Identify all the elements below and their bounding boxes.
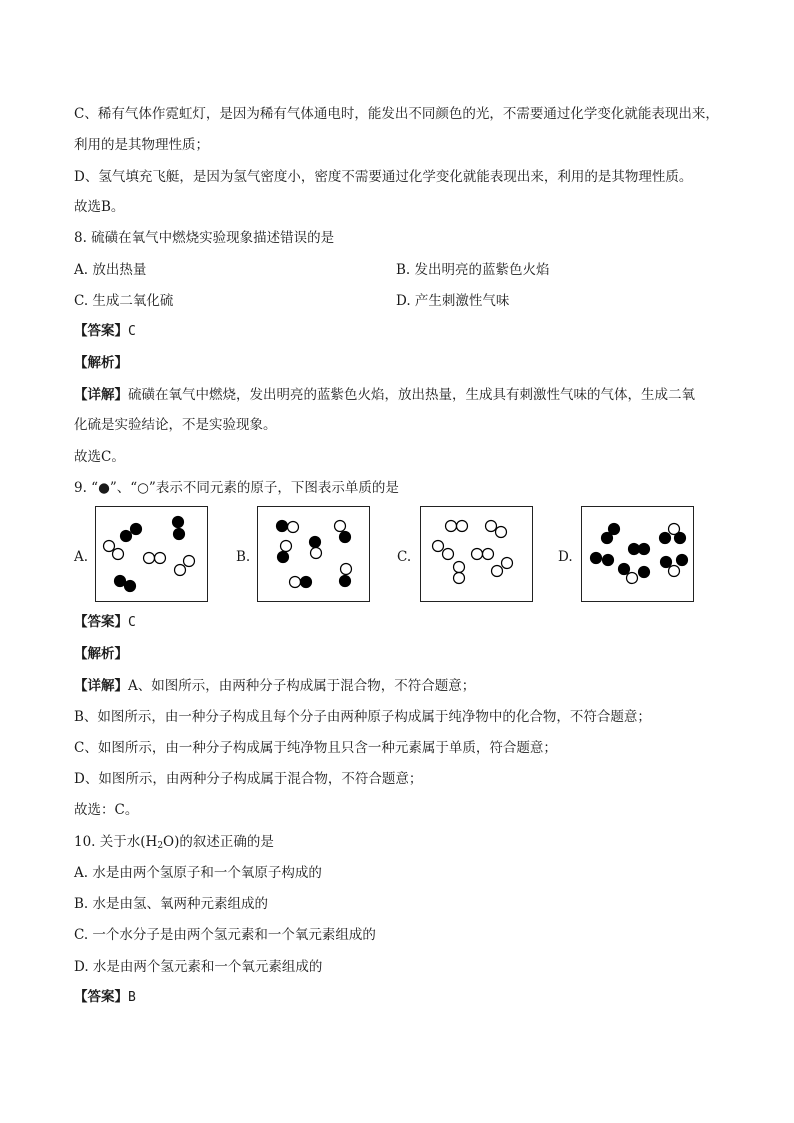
q9-label-a: A.: [74, 549, 89, 565]
q10-answer-label: 【答案】: [74, 989, 128, 1005]
q9-label-c: C.: [397, 549, 412, 565]
q9-stem: 9. “●”、“○”表示不同元素的原子，下图表示单质的是: [74, 480, 399, 496]
q9-answer-label: 【答案】: [74, 614, 128, 630]
q8-answer-value: C: [128, 324, 136, 339]
q9-detail-b: B、如图所示，由一种分子构成且每个分子由两种原子构成属于纯净物中的化合物，不符合题意；: [74, 709, 651, 725]
q9-diagram-c: [420, 506, 533, 602]
q10-option-d: D. 水是由两个氢元素和一个氧元素组成的: [74, 959, 323, 975]
q9-answer-value: C: [128, 615, 136, 630]
q8-conclusion: 故选C。: [74, 449, 125, 465]
prev-conclusion: 故选B。: [74, 199, 125, 215]
q8-option-c: C. 生成二氧化硫: [74, 293, 174, 309]
q10-option-c: C. 一个水分子是由两个氢元素和一个氧元素组成的: [74, 927, 376, 943]
q8-stem: 8. 硫磺在氧气中燃烧实验现象描述错误的是: [74, 230, 335, 246]
prev-option-d-line: D、氢气填充飞艇，是因为氢气密度小，密度不需要通过化学变化就能表现出来，利用的是其物理性质。: [74, 169, 693, 185]
q8-detail-line1: [74, 386, 695, 404]
q9-detail-d: D、如图所示，由两种分子构成属于混合物，不符合题意；: [74, 771, 423, 787]
q9-diagram-d: [581, 506, 694, 602]
q9-label-b: B.: [236, 549, 251, 565]
prev-option-c-line2: 利用的是其物理性质；: [74, 137, 209, 153]
q8-detail-line2: 化硫是实验结论，不是实验现象。: [74, 417, 277, 433]
q9-analysis-label: [74, 645, 128, 663]
q9-label-d: D.: [558, 549, 573, 565]
prev-option-c-line1: C、稀有气体作霓虹灯，是因为稀有气体通电时，能发出不同颜色的光，不需要通过化学变化就能表现出来，: [74, 106, 719, 122]
q8-answer-label: 【答案】: [74, 323, 128, 339]
q9-conclusion: 故选：C。: [74, 802, 139, 818]
q10-option-a: A. 水是由两个氢原子和一个氧原子构成的: [74, 865, 322, 881]
q9-analysis-tag: 【解析】: [74, 646, 128, 662]
q8-option-b: B. 发出明亮的蓝紫色火焰: [396, 262, 550, 278]
q8-option-a: A. 放出热量: [74, 262, 147, 278]
q9-diagram-b: [257, 506, 370, 602]
q9-diagram-d-svg: [582, 507, 695, 603]
q9-detail-a-text: A、如图所示，由两种分子构成属于混合物，不符合题意；: [128, 678, 476, 694]
q10-stem-subscript: 2: [157, 841, 164, 851]
q8-analysis-tag: 【解析】: [74, 355, 128, 371]
q10-answer-value: B: [128, 990, 136, 1005]
q9-diagram-c-svg: [421, 507, 534, 603]
q9-detail-c: C、如图所示，由一种分子构成属于纯净物且只含一种元素属于单质，符合题意；: [74, 740, 557, 756]
q10-stem-suffix: O)的叙述正确的是: [163, 834, 274, 850]
q9-diagram-a: [95, 506, 208, 602]
q8-option-d: D. 产生刺激性气味: [396, 293, 510, 309]
q10-stem-prefix: 10. 关于水(H: [74, 834, 158, 850]
q9-diagram-b-svg: [258, 507, 371, 603]
q9-answer: [74, 613, 136, 632]
q9-detail-label: 【详解】: [74, 678, 128, 694]
q8-detail-label: 【详解】: [74, 387, 128, 403]
q8-analysis-label: [74, 354, 128, 372]
q9-diagram-a-svg: [96, 507, 209, 603]
q8-detail-text1: 硫磺在氧气中燃烧，发出明亮的蓝紫色火焰，放出热量，生成具有刺激性气味的气体，生成二氧: [128, 387, 695, 403]
q8-answer: [74, 322, 136, 341]
q9-detail-a: [74, 677, 475, 695]
q10-stem: [74, 833, 274, 855]
q10-answer: [74, 988, 136, 1007]
q10-option-b: B. 水是由氢、氧两种元素组成的: [74, 896, 269, 912]
